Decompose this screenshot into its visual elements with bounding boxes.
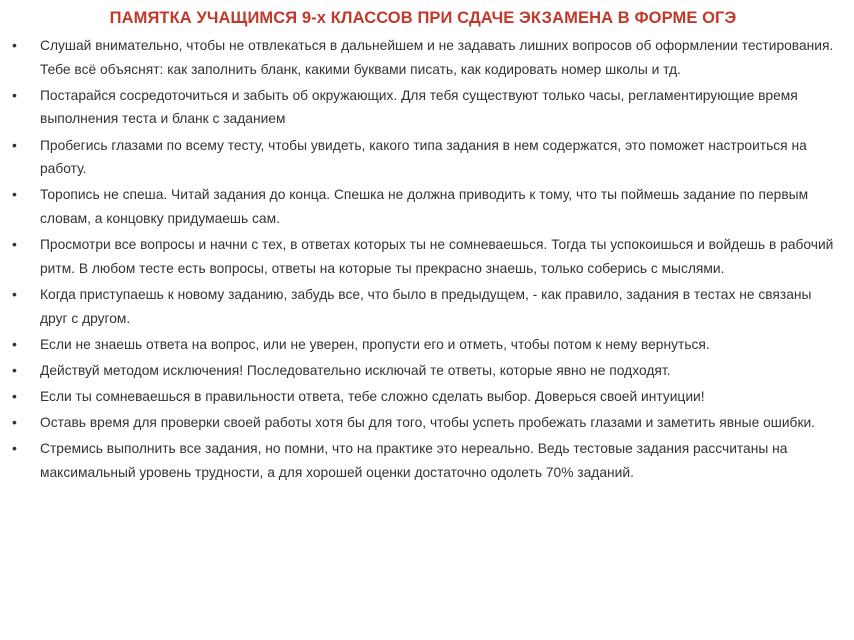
memo-title: ПАМЯТКА УЧАЩИМСЯ 9-х КЛАССОВ ПРИ СДАЧЕ ЭКЗАМЕНА В ФОРМЕ ОГЭ: [109, 9, 737, 27]
list-item-text: Если не знаешь ответа на вопрос, или не уверен, пропусти его и отметь, чтобы потом к нему вернуться.: [40, 336, 710, 352]
list-item: [10, 359, 836, 383]
bullet-icon: •: [12, 136, 17, 153]
list-item-text: Если ты сомневаешься в правильности ответа, тебе сложно сделать выбор. Доверься своей интуиции!: [40, 389, 705, 405]
list-item-text: Стремись выполнить все задания, но помни, что на практике это нереально. Ведь тестовые задания рассчитаны на максимальный уровень трудности, а для хорошей оценки достаточно одолеть 70% заданий.: [40, 441, 788, 481]
list-item-text: Действуй методом исключения! Последовательно исключай те ответы, которые явно не подходят.: [40, 362, 671, 378]
bullet-icon: •: [12, 388, 17, 405]
bullet-icon: •: [12, 186, 17, 203]
bullet-icon: •: [12, 361, 17, 378]
list-item-text: Торопись не спеша. Читай задания до конца. Спешка не должна приводить к тому, что ты поймешь задание по первым словам, а концовку придумаешь сам.: [40, 187, 809, 226]
list-item: [10, 183, 836, 230]
list-item: [10, 84, 836, 131]
list-item: [10, 34, 836, 81]
bullet-icon: •: [12, 86, 17, 103]
list-item-text: Постарайся сосредоточиться и забыть об окружающих. Для тебя существуют только часы, регламентирующие время выполнения теста и бланк с заданием: [40, 87, 798, 127]
list-item: [10, 134, 836, 181]
bullet-icon: •: [12, 37, 17, 53]
list-item: [10, 233, 836, 280]
list-item-text: Просмотри все вопросы и начни с тех, в ответах которых ты не сомневаешься. Тогда ты успокоишься и войдешь в рабочий ритм. В любом тесте есть вопросы, ответы на которые ты прекрасно знаешь, только соберись с мыслями.: [40, 237, 834, 276]
list-item: [10, 437, 836, 484]
bullet-icon: •: [12, 440, 17, 457]
bullet-icon: •: [12, 285, 17, 302]
list-item: [10, 333, 836, 357]
bullet-icon: •: [12, 335, 17, 352]
list-item-text: Слушай внимательно, чтобы не отвлекаться в дальнейшем и не задавать лишних вопросов об оформлении тестирования. Тебе всё объяснят: как заполнить бланк, какими буквами писать, как кодировать номер школы и тд.: [40, 38, 834, 77]
list-item-text: Когда приступаешь к новому заданию, забудь все, что было в предыдущем, - как правило, задания в тестах не связаны друг с другом.: [40, 286, 812, 326]
bullet-icon: •: [12, 236, 17, 253]
list-item: [10, 411, 836, 435]
memo-list: [10, 34, 836, 485]
list-item-text: Пробегись глазами по всему тесту, чтобы увидеть, какого типа задания в нем содержатся, это поможет настроиться на работу.: [40, 137, 807, 177]
bullet-icon: •: [12, 414, 17, 431]
list-item: [10, 385, 836, 409]
list-item-text: Оставь время для проверки своей работы хотя бы для того, чтобы успеть пробежать глазами и заметить явные ошибки.: [40, 415, 816, 431]
list-item: [10, 283, 836, 330]
